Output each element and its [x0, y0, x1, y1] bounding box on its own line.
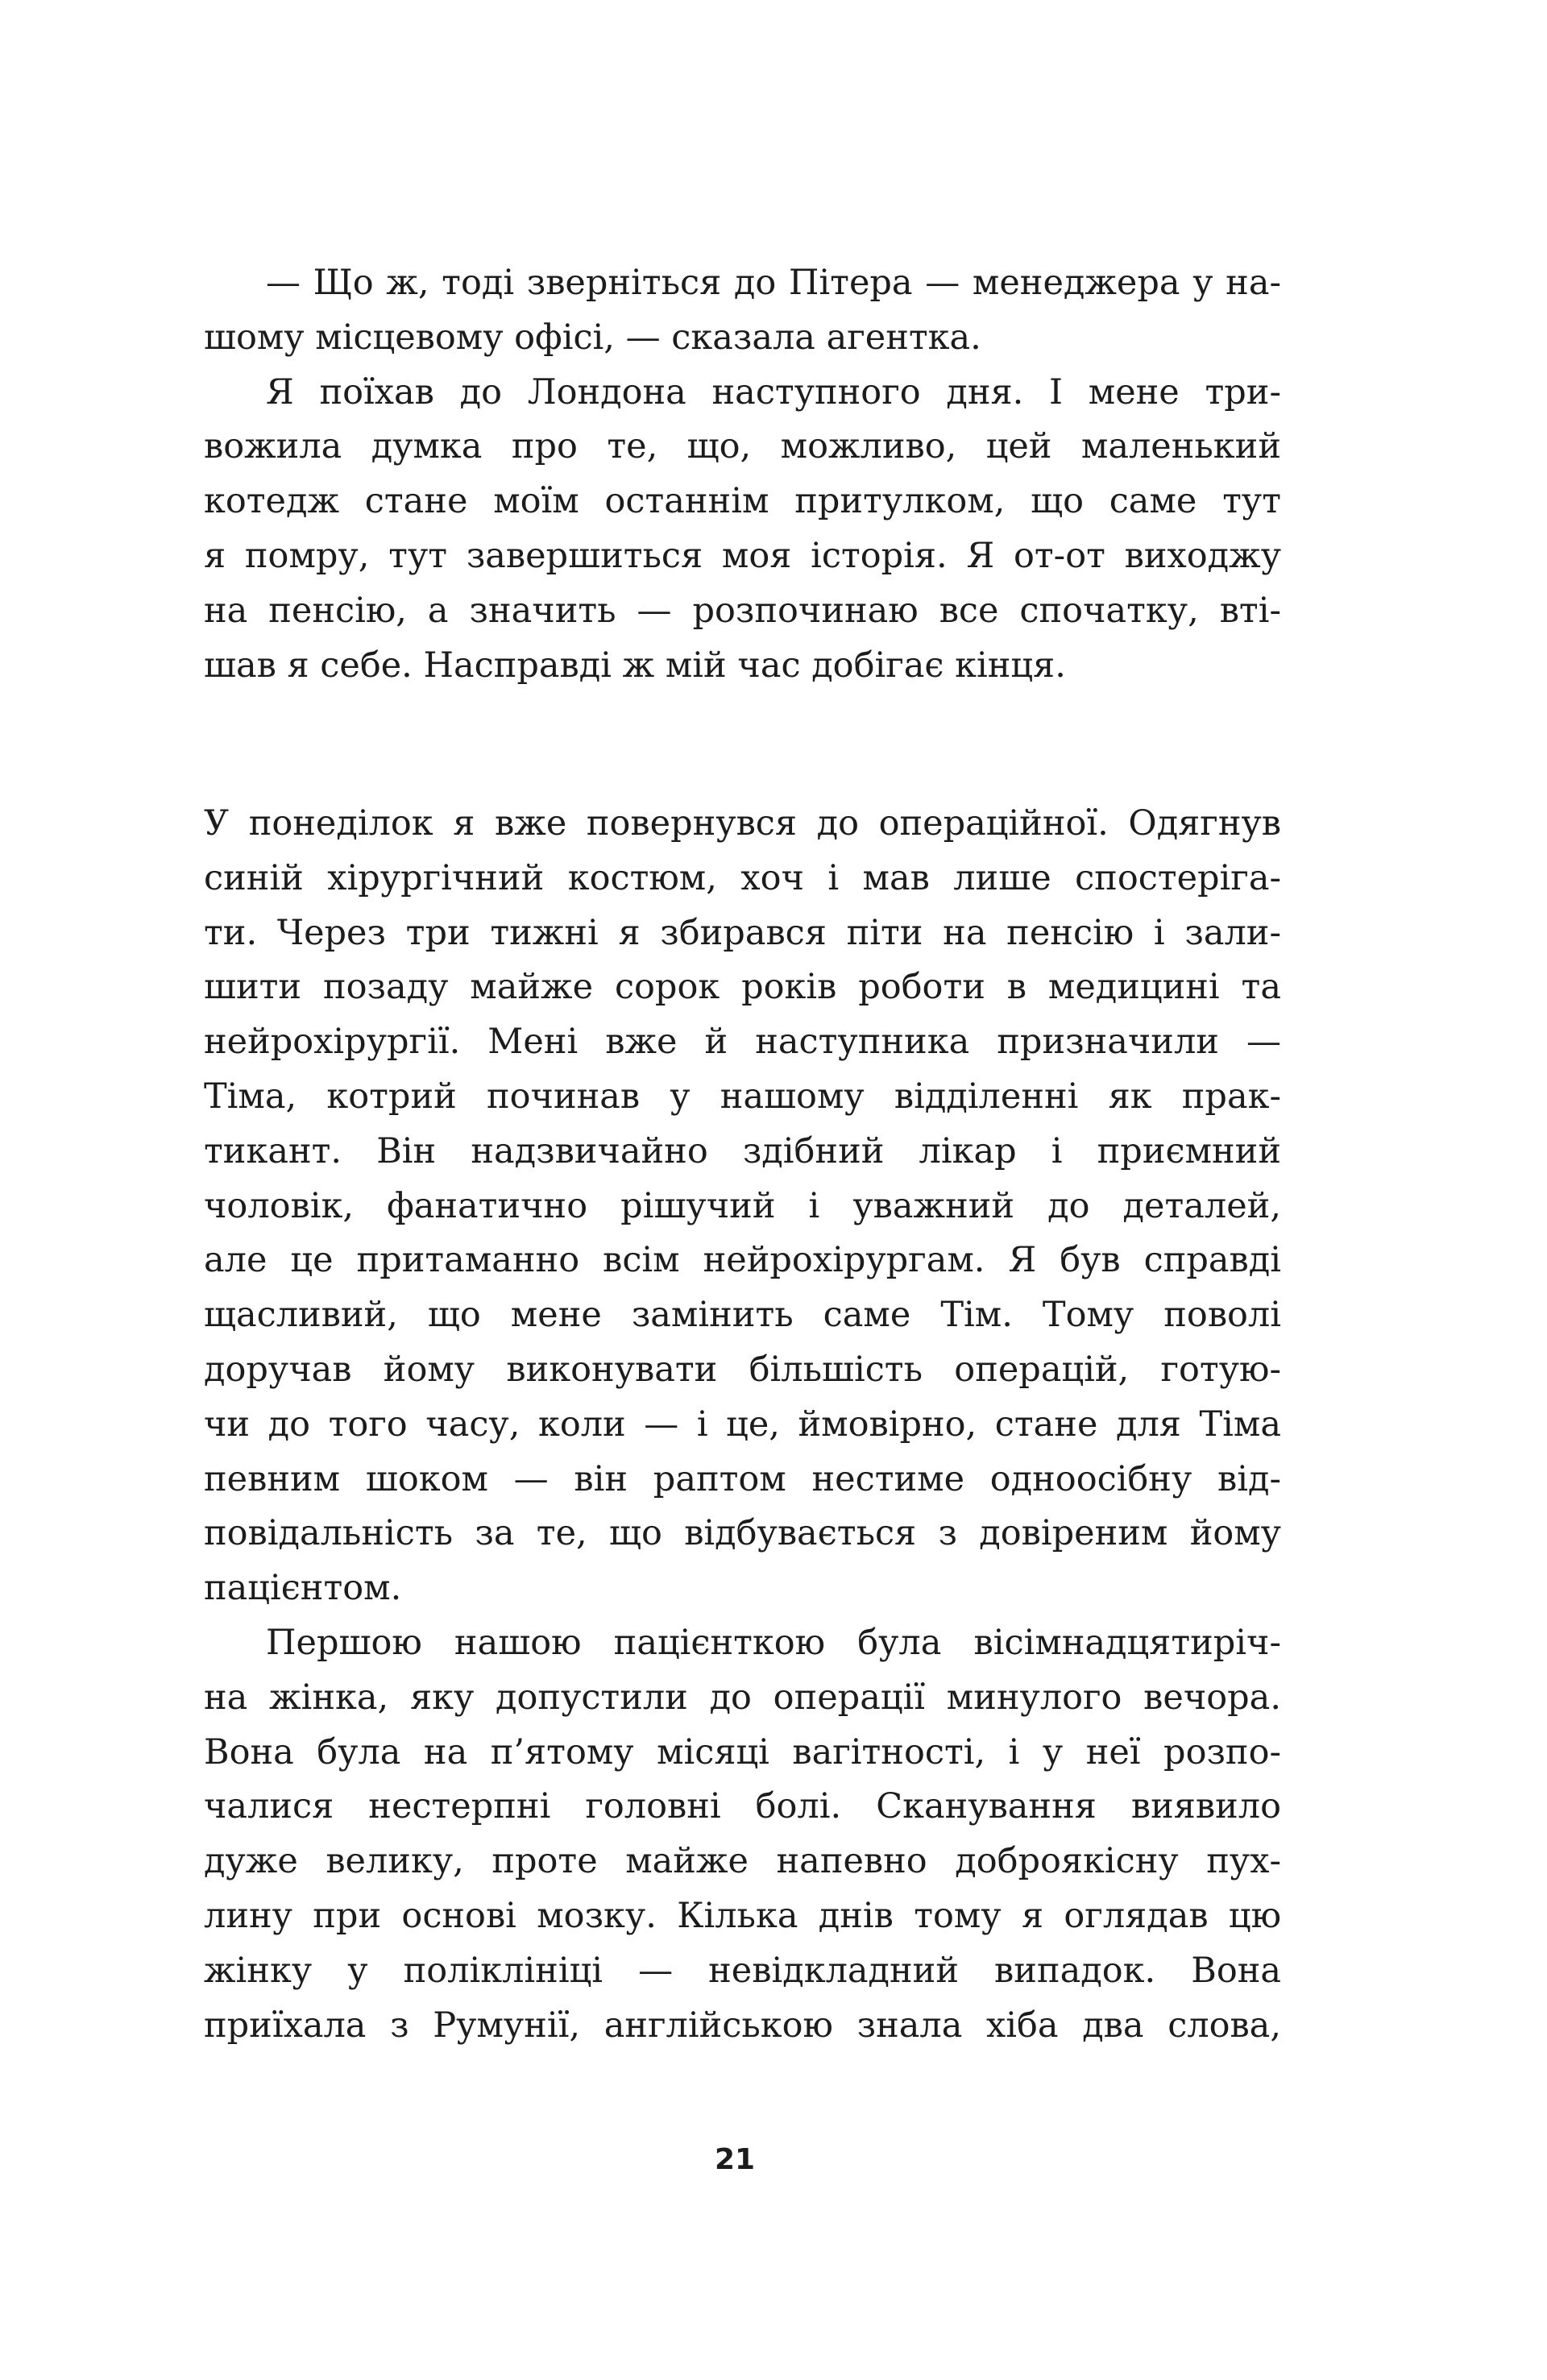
text-line: Вона була на п’ятому місяці вагітності, і у неї розпо-	[204, 1731, 1281, 1773]
page-number: 21	[714, 2143, 756, 2176]
text-line: на жінка, яку допустили до операції минулого вечора.	[204, 1677, 1281, 1718]
text-line: дуже велику, проте майже напевно доброякісну пух-	[204, 1841, 1281, 1882]
text-line: котедж стане моїм останнім притулком, що саме тут	[204, 481, 1281, 522]
text-line: шому місцевому офісі, — сказала агентка.	[204, 317, 981, 358]
text-line: лину при основі мозку. Кілька днів тому я оглядав цю	[204, 1895, 1281, 1936]
text-line: ти. Через три тижні я збирався піти на пенсію і зали-	[204, 912, 1281, 953]
text-line: щасливий, що мене замінить саме Тім. Тому поволі	[204, 1295, 1281, 1336]
text-line: певним шоком — він раптом нестиме одноосібну від-	[204, 1458, 1281, 1499]
text-line: тикант. Він надзвичайно здібний лікар і приємний	[204, 1130, 1281, 1171]
text-line: Першою нашою пацієнткою була вісімнадцятиріч-	[266, 1622, 1281, 1663]
text-line: нейрохірургії. Мені вже й наступника призначили —	[204, 1022, 1281, 1063]
section-2-text	[204, 797, 1281, 2053]
text-line: У понеділок я вже повернувся до операційної. Одягнув	[204, 803, 1281, 844]
text-line: чалися нестерпні головні болі. Сканування виявило	[204, 1786, 1281, 1827]
text-line: на пенсію, а значить — розпочинаю все спочатку, вті-	[204, 590, 1281, 631]
text-line: синій хірургічний костюм, хоч і мав лише спостеріга-	[204, 857, 1281, 898]
text-line: чоловік, фанатично рішучий і уважний до деталей,	[204, 1185, 1281, 1226]
text-line: шити позаду майже сорок років роботи в медицині та	[204, 967, 1281, 1008]
text-line: вожила думка про те, що, можливо, цей маленький	[204, 426, 1281, 467]
text-line: але це притаманно всім нейрохірургам. Я був справді	[204, 1240, 1281, 1281]
text-line: — Що ж, тоді зверніться до Пітера — менеджера у на-	[266, 263, 1281, 303]
text-line: жінку у поліклініці — невідкладний випадок. Вона	[204, 1950, 1281, 1991]
text-line: доручав йому виконувати більшість операцій, готую-	[204, 1349, 1281, 1390]
text-line: чи до того часу, коли — і це, ймовірно, стане для Тіма	[204, 1404, 1281, 1445]
text-line: Тіма, котрий починав у нашому відділенні як прак-	[204, 1076, 1281, 1117]
text-line: приїхала з Румунії, англійською знала хіба два слова,	[204, 2005, 1281, 2046]
text-line: я помру, тут завершиться моя історія. Я от-от виходжу	[204, 535, 1281, 576]
text-line: шав я себе. Насправді ж мій час добігає кінця.	[204, 645, 1066, 686]
text-line: пацієнтом.	[204, 1568, 402, 1609]
text-line: повідальність за те, що відбувається з довіреним йому	[204, 1513, 1281, 1554]
text-line: Я поїхав до Лондона наступного дня. І мене три-	[266, 371, 1281, 413]
section-1-text	[204, 256, 1281, 693]
